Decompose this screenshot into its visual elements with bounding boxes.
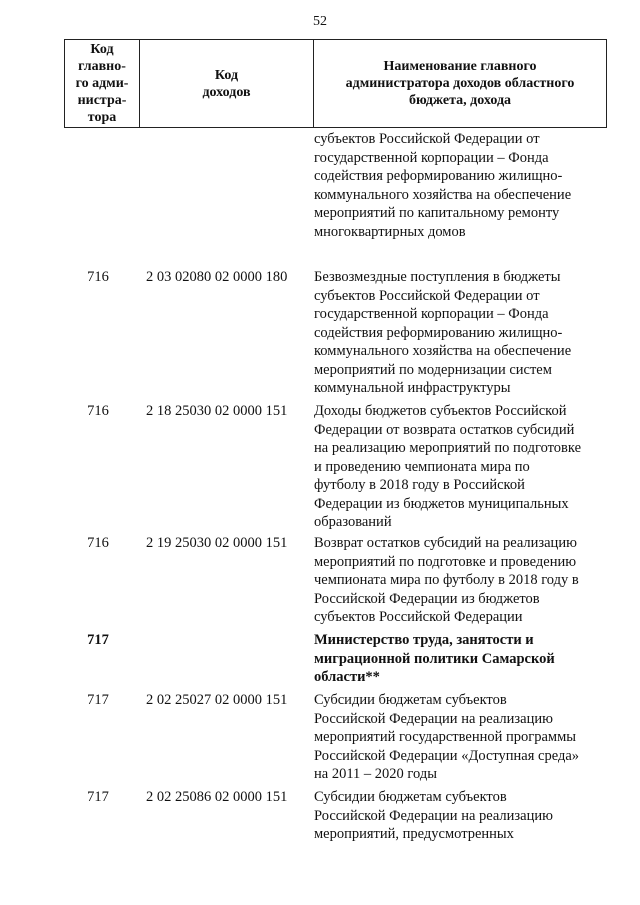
row-income-code: 2 19 25030 02 0000 151 (146, 535, 288, 551)
row-admin-code: 717 (87, 692, 109, 708)
header-admin-code: Код главно- го адми- нистра- тора (65, 40, 140, 128)
row-name: Субсидии бюджетам субъектов Российской Федерации на реализацию мероприятий, предусмотренных (314, 789, 553, 842)
row-name: Доходы бюджетов субъектов Российской Федерации от возврата остатков субсидий на реализацию мероприятий по подготовке и проведению чемпионата мира по футболу в 2018 году в Российской Федерации из бюджетов муниципальных образований (314, 403, 582, 530)
row-name: Безвозмездные поступления в бюджеты субъектов Российской Федерации от государственной корпорации – Фонда содействия реформированию жилищно- коммунального хозяйства на обеспечение мероприятий по модернизации систем коммунальной инфраструктуры (314, 269, 572, 396)
row-admin-code: 716 (87, 403, 109, 419)
header-name: Наименование главного администратора доходов областного бюджета, дохода (314, 40, 607, 128)
row-name: Министерство труда, занятости и миграционной политики Самарской области** (314, 632, 555, 685)
row-name: Субсидии бюджетам субъектов Российской Федерации на реализацию мероприятий государственной программы Российской Федерации «Доступная среда» на 2011 – 2020 годы (314, 692, 580, 782)
page-number: 52 (313, 14, 327, 29)
row-admin-code: 717 (87, 789, 109, 805)
row-income-code: 2 18 25030 02 0000 151 (146, 403, 288, 419)
row-name: Возврат остатков субсидий на реализацию мероприятий по подготовке и проведению чемпионата мира по футболу в 2018 году в Российской Федерации из бюджетов субъектов Российской Федерации (314, 535, 579, 625)
row-admin-code: 716 (87, 535, 109, 551)
row-income-code: 2 02 25086 02 0000 151 (146, 789, 288, 805)
row-admin-code: 716 (87, 269, 109, 285)
row-admin-code: 717 (87, 632, 109, 648)
header-income-code: Код доходов (140, 40, 314, 128)
row-name: субъектов Российской Федерации от государственной корпорации – Фонда содействия реформированию жилищно- коммунального хозяйства на обеспечение мероприятий по капитальному ремонту многоквартирных домов (314, 131, 572, 240)
row-income-code: 2 03 02080 02 0000 180 (146, 269, 288, 285)
row-income-code: 2 02 25027 02 0000 151 (146, 692, 288, 708)
table-header (64, 39, 607, 128)
